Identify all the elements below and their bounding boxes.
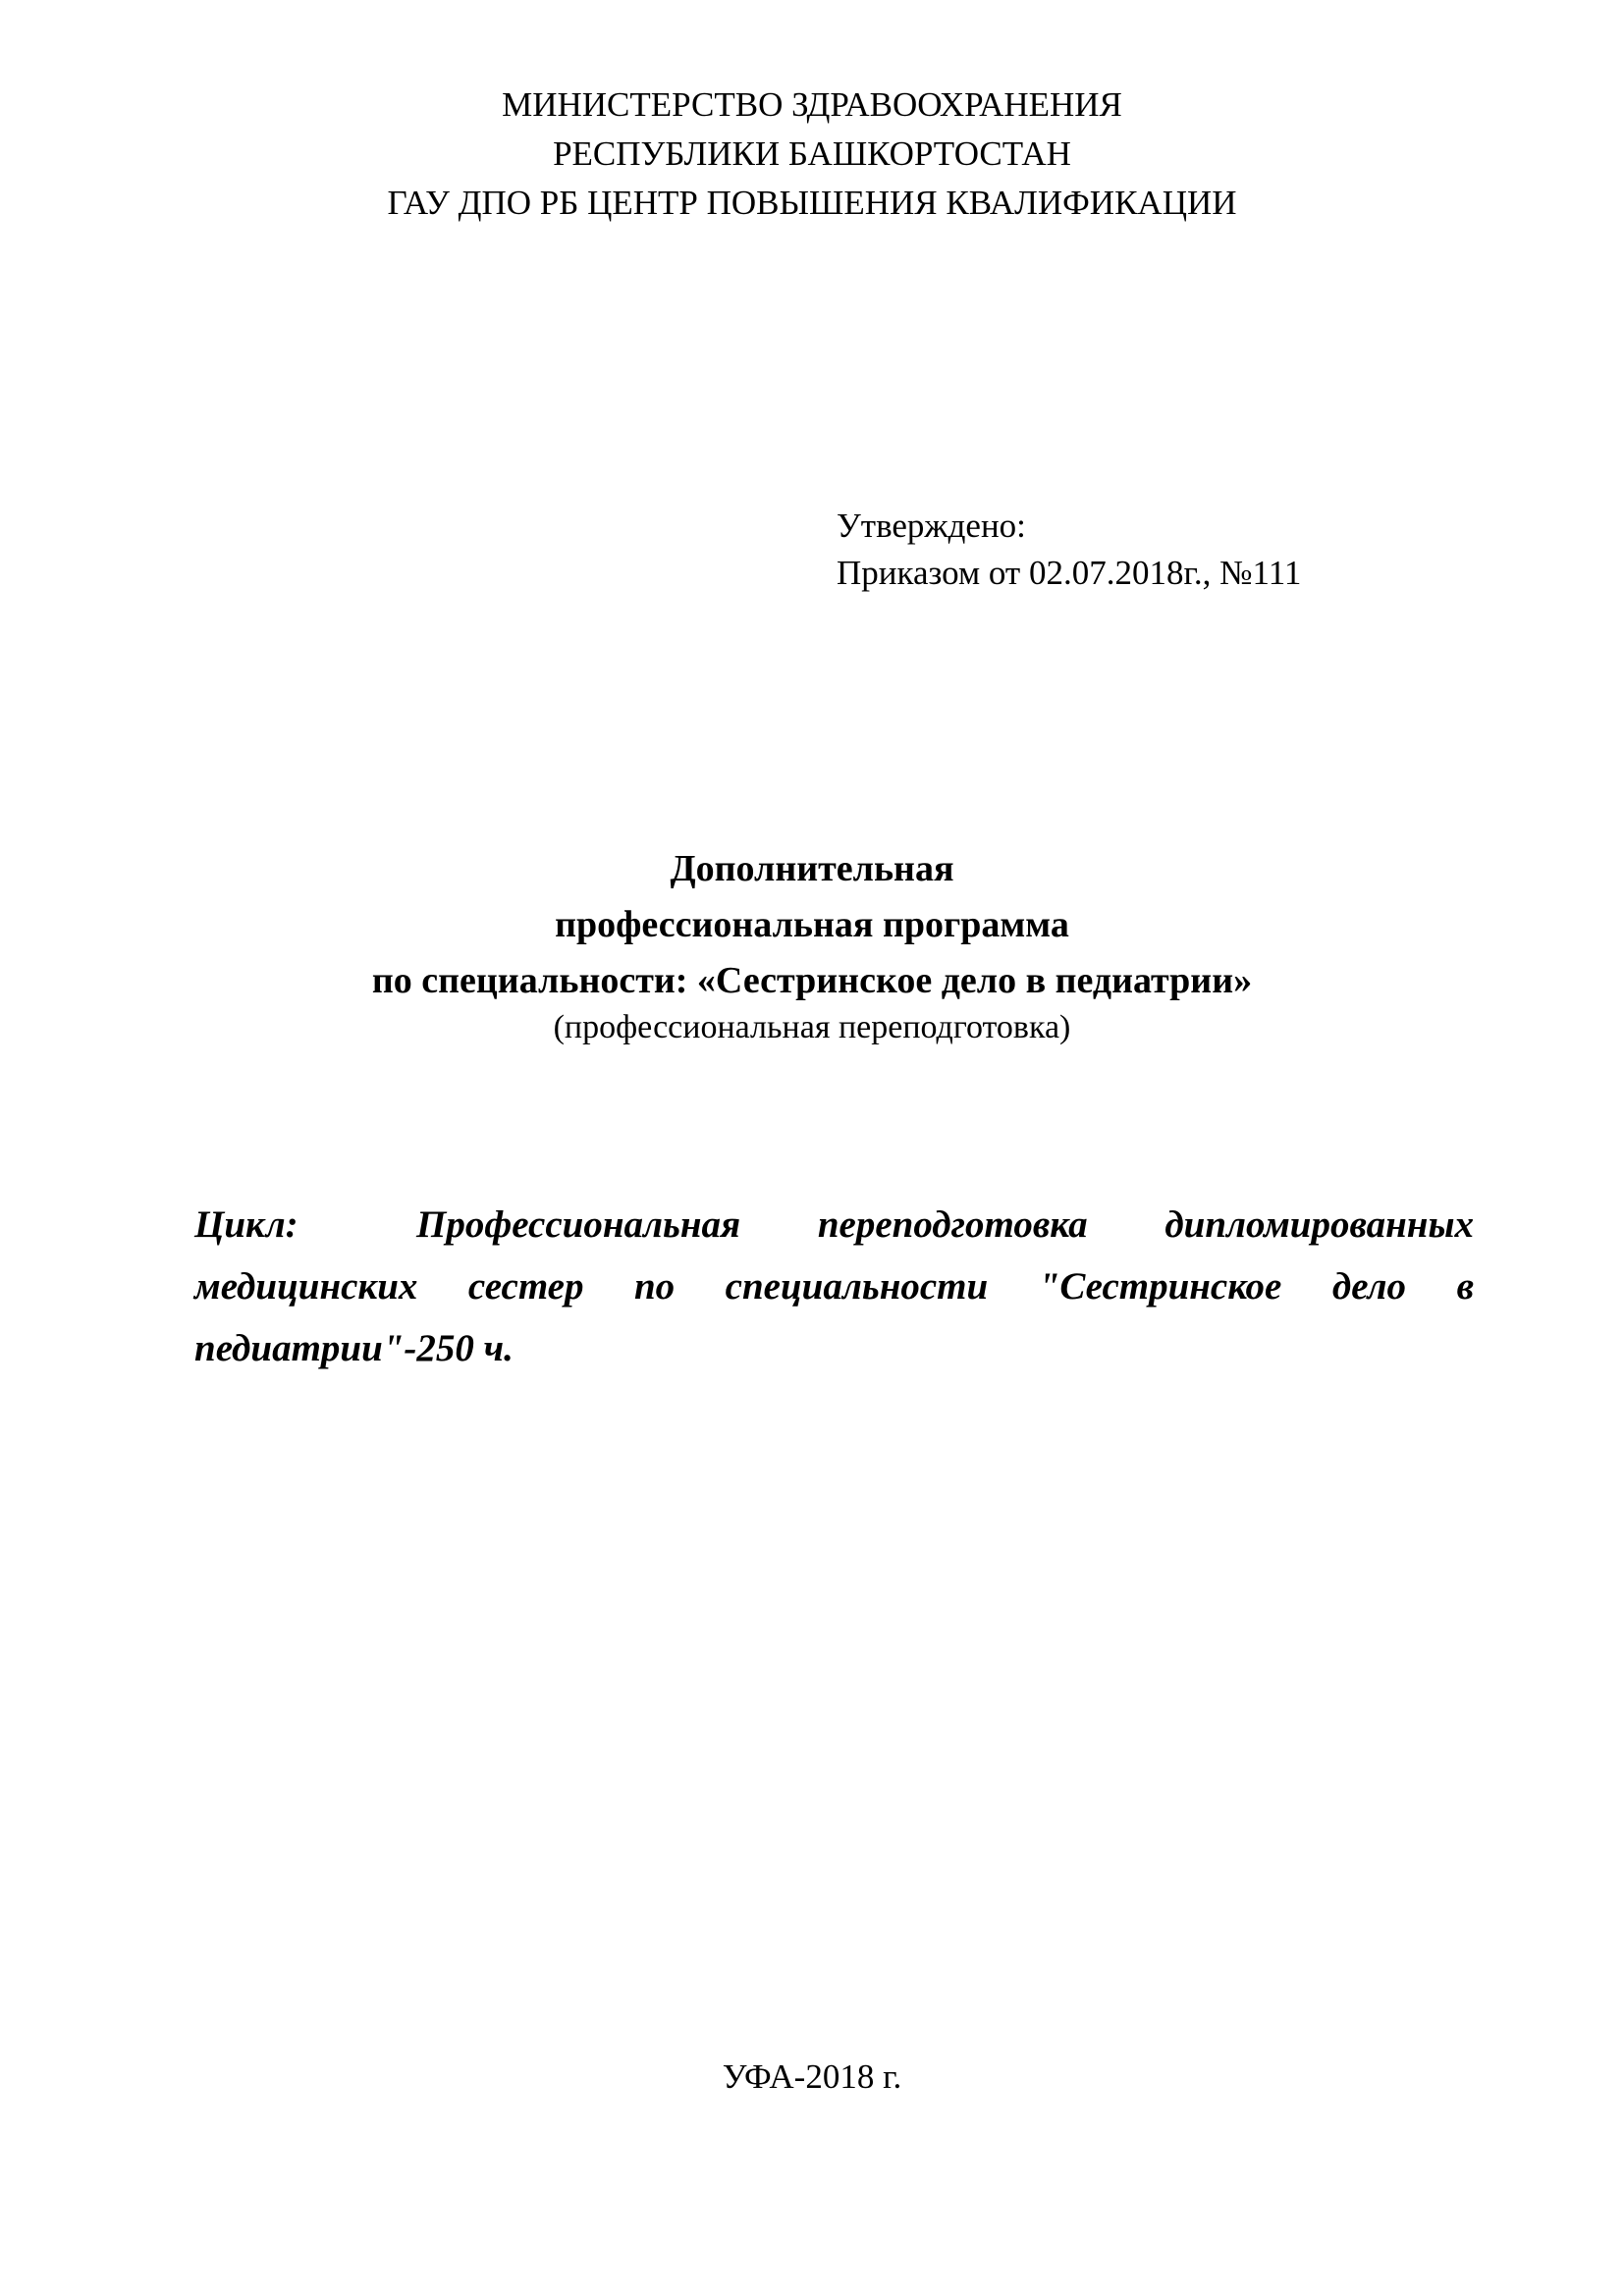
city-year-footer: УФА-2018 г.: [722, 2057, 902, 2096]
ministry-line: МИНИСТЕРСТВО ЗДРАВООХРАНЕНИЯ: [502, 85, 1122, 124]
program-title-block: [0, 841, 1624, 1046]
cycle-label: Цикл:: [194, 1203, 298, 1246]
institution-line: ГАУ ДПО РБ ЦЕНТР ПОВЫШЕНИЯ КВАЛИФИКАЦИИ: [387, 184, 1237, 222]
cycle-description: Профессиональная переподготовка дипломированных медицинских сестер по специальности "Сестринское дело в педиатрии"-250 ч.: [194, 1203, 1474, 1369]
approval-block: [837, 503, 1301, 597]
organization-header: [0, 80, 1624, 228]
approval-order: Приказом от 02.07.2018г., №111: [837, 554, 1302, 592]
approval-label: Утверждено:: [837, 507, 1026, 545]
republic-line: РЕСПУБЛИКИ БАШКОРТОСТАН: [553, 134, 1071, 173]
program-title-line-2: профессиональная программа: [555, 904, 1069, 945]
cycle-block: [194, 1194, 1474, 1379]
program-title-line-1: Дополнительная: [670, 848, 954, 889]
program-title-line-3: по специальности: «Сестринское дело в педиатрии»: [371, 960, 1253, 1001]
program-subtitle: (профессиональная переподготовка): [553, 1009, 1071, 1045]
